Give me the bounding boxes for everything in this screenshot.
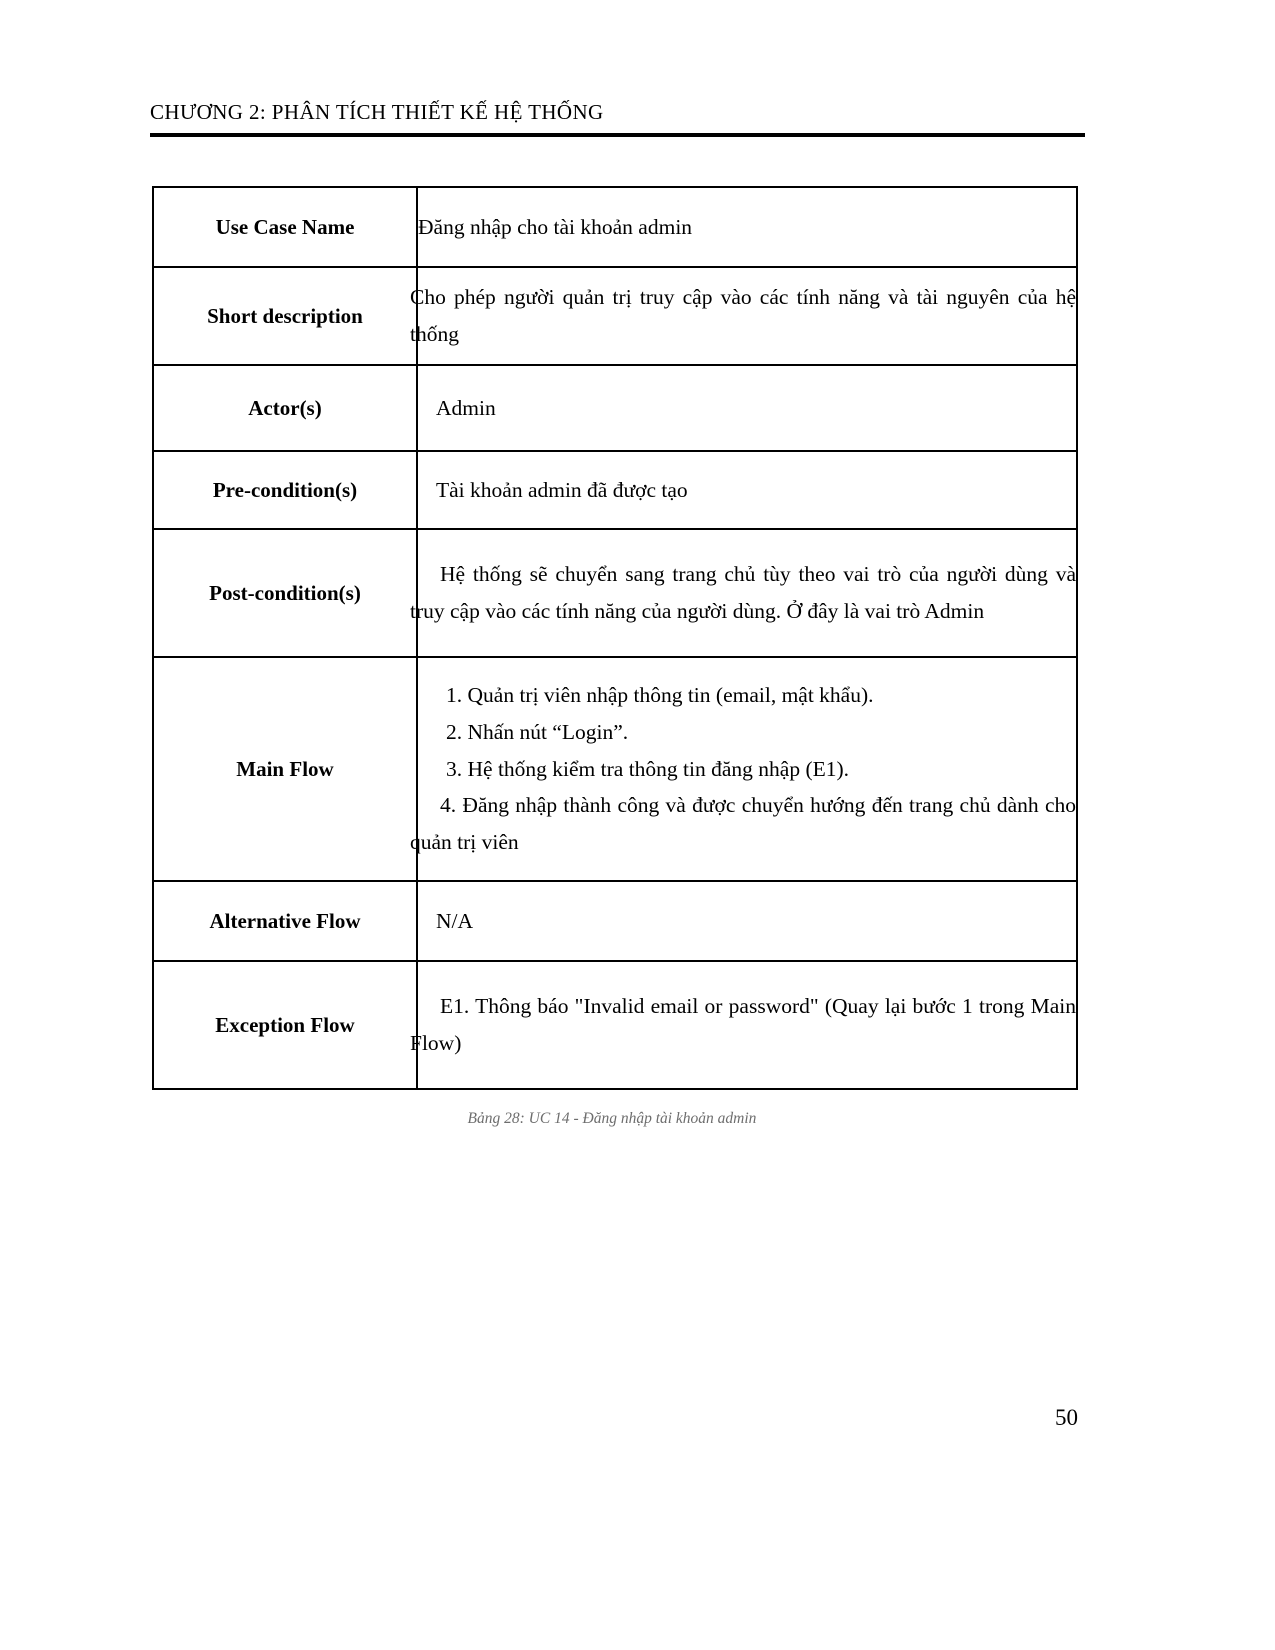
row-label-short-description: Short description: [153, 267, 417, 365]
value-line: Cho phép người quản trị truy cập vào các tính năng và tài nguyên của hệ thống: [410, 285, 1076, 346]
table-row: [153, 187, 1077, 267]
row-value-alternative-flow: [417, 881, 1077, 961]
chapter-header-title: CHƯƠNG 2: PHÂN TÍCH THIẾT KẾ HỆ THỐNG: [150, 100, 604, 124]
value-line: E1. Thông báo "Invalid email or password" (Quay lại bước 1 trong Main Flow): [410, 994, 1076, 1055]
value-line-step-4: 4. Đăng nhập thành công và được chuyển hướng đến trang chủ dành cho quản trị viên: [410, 793, 1076, 855]
row-value-exception-flow: [410, 961, 1077, 1089]
row-label-exception-flow: Exception Flow: [153, 961, 417, 1089]
table-row: [153, 881, 1077, 961]
value-line: Đăng nhập cho tài khoản admin: [418, 214, 693, 239]
table-caption: Bảng 28: UC 14 - Đăng nhập tài khoản admin: [467, 1110, 757, 1127]
use-case-table: [152, 186, 1078, 1090]
value-line: N/A: [436, 908, 474, 933]
page-number: 50: [1055, 1405, 1078, 1430]
header-divider-rule: [150, 133, 1085, 137]
row-label-use-case-name: Use Case Name: [153, 187, 417, 267]
row-label-pre-conditions: Pre-condition(s): [153, 451, 417, 529]
table-row: [153, 267, 1077, 365]
table-row: [153, 961, 1077, 1089]
value-line: Admin: [436, 395, 496, 420]
row-label-alternative-flow: Alternative Flow: [153, 881, 417, 961]
row-label-post-conditions: Post-condition(s): [153, 529, 417, 657]
table-row: [153, 529, 1077, 657]
value-line-step-1: 1. Quản trị viên nhập thông tin (email, mật khẩu).: [446, 682, 874, 707]
row-value-use-case-name: [417, 187, 1077, 267]
value-line-step-3: 3. Hệ thống kiểm tra thông tin đăng nhập (E1).: [446, 756, 850, 781]
table-row: [153, 451, 1077, 529]
value-line-step-2: 2. Nhấn nút “Login”.: [446, 719, 629, 744]
row-value-short-description: [410, 267, 1077, 365]
row-label-main-flow: Main Flow: [153, 657, 417, 881]
row-value-actors: [417, 365, 1077, 451]
table-row: [153, 657, 1077, 881]
row-value-post-conditions: [410, 529, 1077, 657]
row-label-actors: Actor(s): [153, 365, 417, 451]
table-row: [153, 365, 1077, 451]
value-line: Hệ thống sẽ chuyển sang trang chủ tùy theo vai trò của người dùng và truy cập vào các tính năng của người dùng. Ở đây là vai trò Admin: [410, 562, 1076, 623]
row-value-pre-conditions: [417, 451, 1077, 529]
running-header: [150, 100, 1085, 137]
value-line: Tài khoản admin đã được tạo: [436, 477, 688, 502]
row-value-main-flow: [410, 657, 1077, 881]
